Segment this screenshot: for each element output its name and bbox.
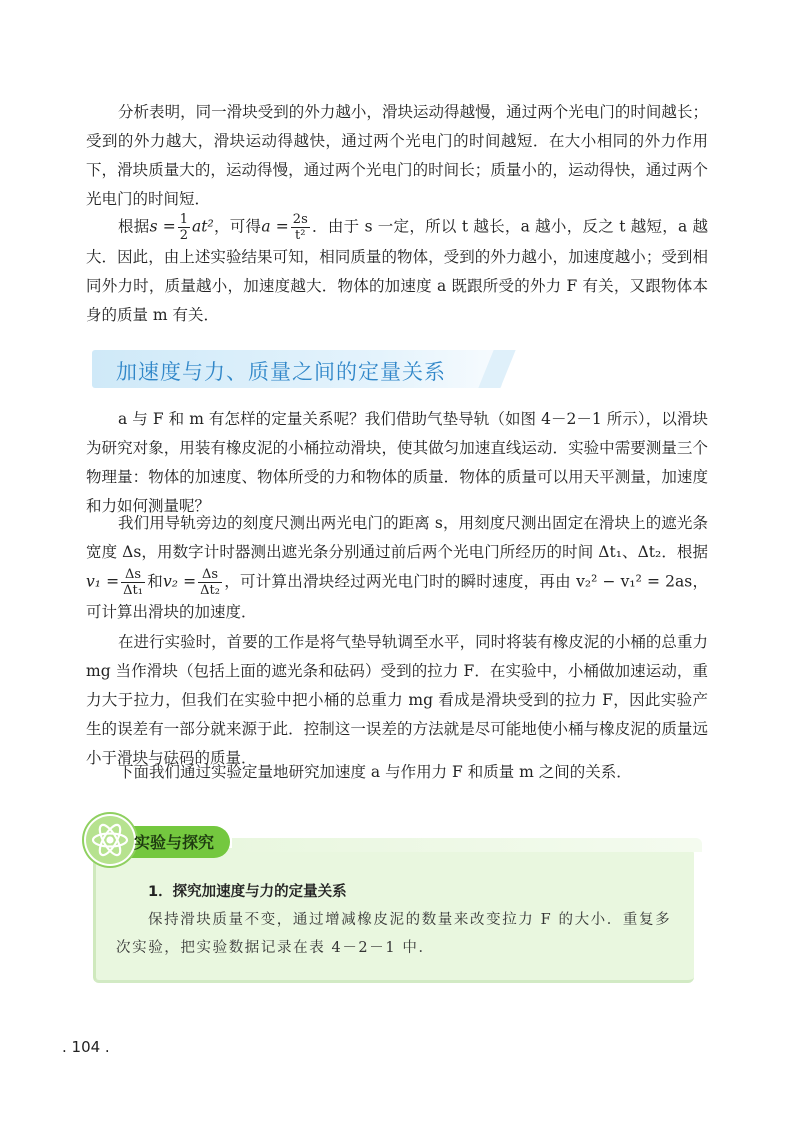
fraction-denominator: Δt₁ xyxy=(123,583,143,598)
paragraph-analysis: 分析表明，同一滑块受到的外力越小，滑块运动得越慢，通过两个光电门的时间越长；受到的外力越大，滑块运动得越快，通过两个光电门的时间越短．在大小相同的外力作用下，滑块质量大的，运动得慢，通过两个光电门的时间长；质量小的，运动得快，通过两个光电门的时间短． xyxy=(86,103,708,208)
atom-icon xyxy=(84,814,136,866)
text-segment: 和 xyxy=(146,572,163,591)
fraction-v1 xyxy=(121,567,145,598)
text-segment: ．由于 s 一定，所以 t 越长，a 越小，反之 t 越短，a 越大．因此，由上述实验结果可知，相同质量的物体，受到的外力越小，加速度越小；受到相同外力时，质量越小，加速度越大．物体的加速度 a 既跟所受的外力 F 有关，又跟物体本身的质量 m 有关． xyxy=(86,217,708,324)
text-segment: 我们用导轨旁边的刻度尺测出两光电门的距离 s，用刻度尺测出固定在滑块上的遮光条宽度 Δs，用数字计时器测出遮光条分别通过前后两个光电门所经历的时间 Δt₁、Δt₂．根据 xyxy=(86,514,708,561)
formula-s-lhs: s = xyxy=(149,217,176,236)
formula-v1-lhs: v₁ = xyxy=(86,572,120,591)
experiment-item-title: 1．探究加速度与力的定量关系 xyxy=(148,884,347,900)
experiment-tab-label: 实验与探究 xyxy=(134,833,215,852)
formula-v2-lhs: v₂ = xyxy=(163,572,197,591)
fraction-2s-over-t2 xyxy=(291,212,310,243)
experiment-box-top-edge xyxy=(232,838,702,852)
fraction-denominator: Δt₂ xyxy=(200,583,220,598)
paragraph-question: a 与 F 和 m 有怎样的定量关系呢？我们借助气垫导轨（如图 4－2－1 所示），以滑块为研究对象，用装有橡皮泥的小桶拉动滑块，使其做匀加速直线运动．实验中需要测量三个物理量：物体的加速度、物体所受的力和物体的质量．物体的质量可以用天平测量，加速度和力如何测量呢？ xyxy=(86,410,708,515)
experiment-item-text: 保持滑块质量不变，通过增减橡皮泥的数量来改变拉力 F 的大小．重复多次实验，把实验数据记录在表 4－2－1 中． xyxy=(116,912,672,956)
fraction-numerator: Δs xyxy=(198,567,222,583)
fraction-v2 xyxy=(198,567,222,598)
paragraph-formula-derivation xyxy=(86,212,708,330)
paragraph-measurement xyxy=(86,509,708,627)
page-number: . 104 . xyxy=(62,1038,110,1056)
paragraph-transition: 下面我们通过实验定量地研究加速度 a 与作用力 F 和质量 m 之间的关系． xyxy=(118,763,632,781)
fraction-denominator: 2 xyxy=(179,228,189,243)
fraction-one-half xyxy=(178,212,190,243)
fraction-numerator: 1 xyxy=(179,212,189,227)
fraction-denominator: t² xyxy=(295,228,306,243)
text-segment: 根据 xyxy=(118,217,150,236)
section-title: 加速度与力、质量之间的定量关系 xyxy=(116,360,446,384)
formula-s-rhs: at² xyxy=(192,217,214,236)
text-segment: ，可计算出滑块经过两光电门时的瞬时速度，再由 v₂² − v₁² = 2as，可计算出滑块的加速度． xyxy=(86,572,708,621)
text-segment: ，可得 xyxy=(213,217,262,236)
formula-a-lhs: a = xyxy=(261,217,289,236)
fraction-numerator: 2s xyxy=(292,212,308,227)
fraction-numerator: Δs xyxy=(121,567,145,583)
paragraph-experiment-procedure: 在进行实验时，首要的工作是将气垫导轨调至水平，同时将装有橡皮泥的小桶的总重力 mg 当作滑块（包括上面的遮光条和砝码）受到的拉力 F．在实验中，小桶做加速运动，重力大于拉力，但我们在实验中把小桶的总重力 mg 看成是滑块受到的拉力 F，因此实验产生的误差有一部分就来源于此．控制这一误差的方法就是尽可能地使小桶与橡皮泥的质量远小于滑块与砝码的质量． xyxy=(86,633,708,767)
